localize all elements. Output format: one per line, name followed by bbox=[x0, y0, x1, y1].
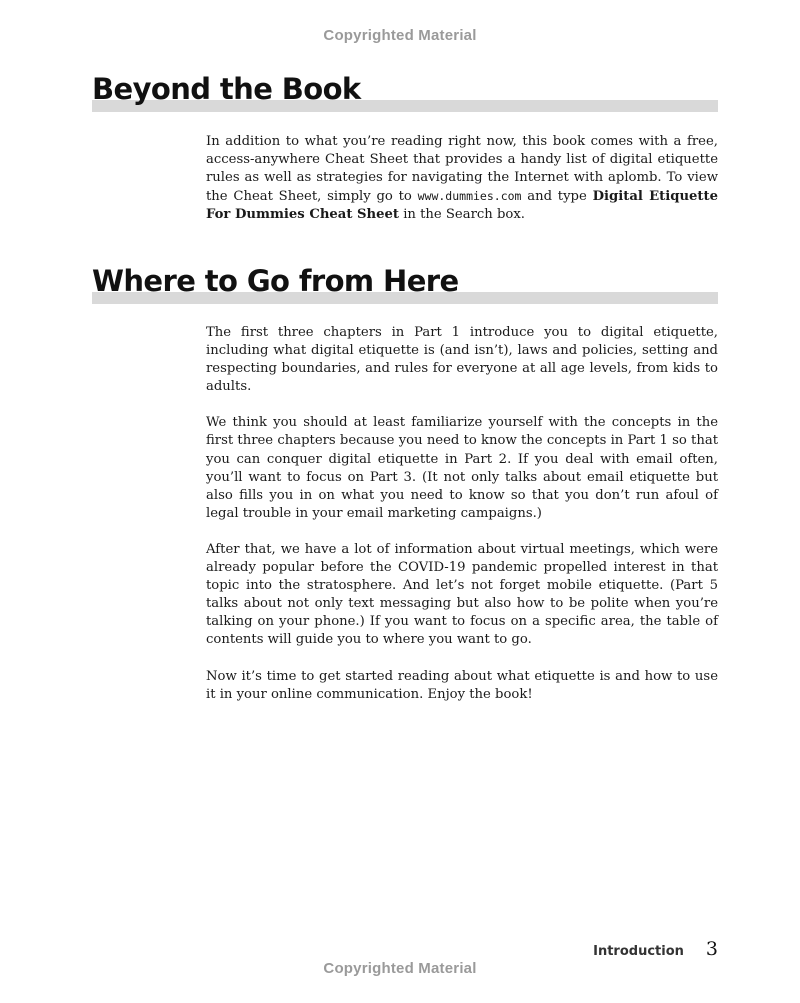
search-term: Digital Etiquette For Dummies Cheat Sheet bbox=[206, 189, 718, 223]
copyright-watermark-top: Copyrighted Material bbox=[323, 27, 477, 44]
section-heading-where-to-go bbox=[92, 264, 718, 304]
body-paragraph: The first three chapters in Part 1 introduce you to digital etiquette, including what digital etiquette is (and isn’t), laws and policies, setting and respecting boundaries, and rules for everyone at all age levels, from kids to adults. bbox=[206, 325, 718, 395]
running-footer-label: Introduction bbox=[593, 944, 684, 959]
paragraph-text: In addition to what you’re reading right now, this book comes with a free, access-anywhere Cheat Sheet that provides a handy list of digital etiquette rules as well as strategies for navigating the Internet with aplomb. To view the Cheat Sheet, simply go to bbox=[206, 134, 718, 205]
body-paragraph bbox=[206, 133, 718, 224]
section-body-where-to-go bbox=[206, 324, 718, 722]
page-number: 3 bbox=[705, 938, 718, 960]
body-paragraph: After that, we have a lot of information about virtual meetings, which were already popular before the COVID-19 pandemic propelled interest in that topic into the stratosphere. And let’s not forget mobile etiquette. (Part 5 talks about not only text messaging but also how to be polite when you’re talking on your phone.) If you want to focus on a specific area, the table of contents will guide you to where you want to go. bbox=[206, 541, 718, 648]
paragraph-text: in the Search box. bbox=[399, 207, 525, 223]
body-paragraph: We think you should at least familiarize yourself with the concepts in the first three chapters because you need to know the concepts in Part 1 so that you can conquer digital etiquette in Part 2. If you deal with email often, you’ll want to focus on Part 3. (It not only talks about email etiquette but also fills you in on what you need to know so that you don’t run afoul of legal trouble in your email marketing campaigns.) bbox=[206, 415, 718, 521]
heading-title: Where to Go from Here bbox=[92, 264, 459, 298]
paragraph-text: and type bbox=[521, 189, 593, 205]
page-footer bbox=[593, 938, 718, 960]
website-url: www.dummies.com bbox=[417, 189, 522, 204]
body-paragraph: Now it’s time to get started reading about what etiquette is and how to use it in your online communication. Enjoy the book! bbox=[206, 668, 718, 702]
copyright-watermark-bottom: Copyrighted Material bbox=[323, 960, 477, 977]
section-body-beyond-the-book bbox=[206, 133, 718, 242]
heading-title: Beyond the Book bbox=[92, 72, 361, 106]
section-heading-beyond-the-book bbox=[92, 72, 718, 112]
